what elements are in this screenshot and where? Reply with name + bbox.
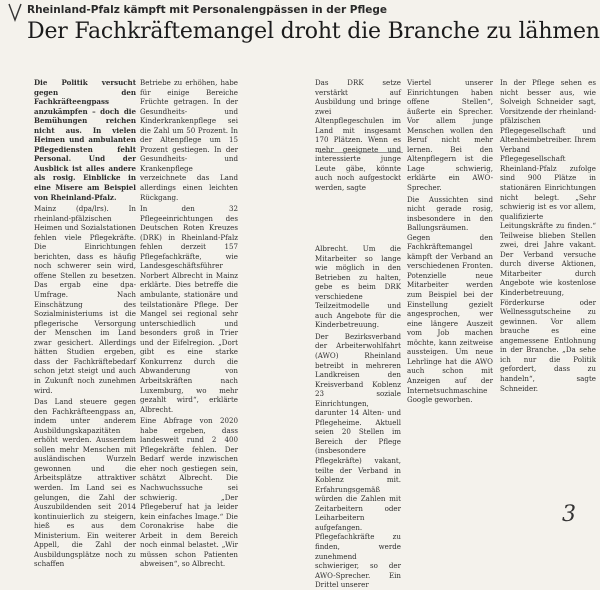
- body-paragraph: Mainz (dpa/lrs). In rheinland-pfälzischen Heimen und Sozialstationen fehlen viele Pflegekräfte. Die Einrichtungen berichten, dass es häufig noch schwerer sein wird, offene Stellen zu besetzen. Das ergab eine dpa-Umfrage. Nach Einschätzung des Sozialministeriums ist die pflegerische Versorgung der Menschen im Land zwar gesichert. Allerdings hätten Studien ergeben, dass der Fachkräftebedarf schon jetzt steigt und auch in Zukunft noch zunehmen wird.: [34, 204, 136, 395]
- article-column-5: [407, 78, 493, 518]
- lead-paragraph: Die Politik versucht gegen den Fachkräfteengpass anzukämpfen – doch die Bemühungen reichen nicht aus. In vielen Heimen und ambulanten Pflegediensten fehlt Personal. Und der Ausblick ist alles andere als rosig. Einblicke in eine Misere am Beispiel von Rheinland-Pfalz.: [34, 78, 136, 202]
- article-column-4: [315, 244, 401, 590]
- article-column-2: [140, 78, 238, 569]
- body-paragraph: Viertel unserer Einrichtungen haben offene Stellen“, äußerte ein Sprecher. Vor allem junge Menschen wollen den Beruf nicht mehr lernen. Bei den Altenpflegern ist die Lage schwierig, erklärte ein AWO-Sprecher.: [407, 78, 493, 193]
- body-paragraph: Betriebe zu erhöhen, habe für einige Bereiche Früchte getragen. In der Gesundheits- und Kinderkrankenpflege sei die Zahl um 50 Prozent. In der Altenpflege um 15 Prozent gestiegen. In der Gesundheits- und Krankenpflege verzeichnete das Land allerdings einen leichten Rückgang.: [140, 78, 238, 202]
- body-paragraph: In der Pflege sehen es nicht besser aus, wie Solveigh Schneider sagt, Vorsitzende der rheinland-pfälzischen Pflegegesellschaft und Altenheimbetreiber. Ihrem Verband Pflegegesellschaft Rheinland-Pfalz zufolge sind 900 Plätze in stationären Einrichtungen nicht belegt. „Sehr schwierig ist es vor allem, qualifizierte Leitungskräfte zu finden.“ Teilweise blieben Stellen zwei, drei Jahre vakant. Der Verband versuche durch diverse Aktionen, Mitarbeiter durch Angebote wie kostenlose Kinderbetreuung, Förderkurse oder Wellnessgutscheine zu gewinnen. Vor allem brauche es eine angemessene Entlohnung in der Branche. „Da sehe ich nur die Politik gefordert, dass zu handeln“, sagte Schneider.: [500, 78, 596, 393]
- body-paragraph: Die Aussichten sind nicht gerade rosig, insbesondere in den Ballungsräumen. Gegen den Fachkräftemangel kämpft der Verband an verschiedenen Fronten. Potenzielle neue Mitarbeiter werden zum Beispiel bei der Einstellung gezielt angesprochen, wer eine längere Auszeit vom Job machen möchte, kann zeitweise aussteigen. Um neue Lehrlinge hat die AWO auch schon mit Anzeigen auf der Internetsuchmaschine Google geworben.: [407, 194, 493, 405]
- body-paragraph: Albrecht. Um die Mitarbeiter so lange wie möglich in den Betrieben zu halten, gebe es beim DRK verschiedene Teilzeitmodelle und auch Angebote für die Kinderbetreuung.: [315, 244, 401, 330]
- article-column-3: [315, 78, 401, 193]
- page-number: 3: [562, 502, 576, 527]
- body-paragraph: Eine Abfrage von 2020 habe ergeben, dass landesweit rund 2 400 Pflegekräfte fehlen. Der Bedarf werde inzwischen eher noch gestiegen sein, schätzt Albrecht. Die Nachwuchssuche sei schwierig. „Der Pflegeberuf hat ja leider kein einfaches Image.“ Die Coronakrise habe die Arbeit in dem Bereich noch einmal belastet. „Wir müssen schon Patienten abweisen“, so Albrecht.: [140, 416, 238, 569]
- body-paragraph: In den 32 Pflegeeinrichtungen des Deutschen Roten Kreuzes (DRK) in Rheinland-Pfalz fehlen derzeit 157 Pflegefachkräfte, wie Landesgeschäftsführer Norbert Albrecht in Mainz erklärte. Dies betreffe die ambulante, stationäre und teilstationäre Pflege. Der Mangel sei regional sehr unterschiedlich und besonders groß in Trier und der Eifelregion. „Dort gibt es eine starke Konkurrenz durch die Abwanderung von Arbeitskräften nach Luxemburg, wo mehr gezahlt wird“, erklärte Albrecht.: [140, 204, 238, 414]
- article-column-6: [500, 78, 596, 518]
- body-paragraph: Das Land steuere gegen den Fachkräfteengpass an, indem unter anderem Ausbildungskapazitäten erhöht werden. Ausserdem sollen mehr Menschen mit ausländischen Wurzeln gewonnen und die Arbeitsplätze attraktiver werden. Im Land sei es gelungen, die Zahl der Auszubildenden seit 2014 kontinuierlich zu steigern, hieß es aus dem Ministerium. Ein weiterer Appell, die Zahl der Ausbildungsplätze noch zu schaffen: [34, 397, 136, 569]
- pull-quote: [315, 143, 407, 241]
- body-paragraph: Der Bezirksverband der Arbeiterwohlfahrt (AWO) Rheinland betreibt in mehreren Landkreisen den Kreisverband Koblenz 23 soziale Einrichtungen, darunter 14 Alten- und Pflegeheime. Aktuell seien 20 Stellen im Bereich der Pflege (insbesondere Pflegekräfte) vakant, teilte der Verband in Koblenz mit. Erfahrungsgemäß würden die Zahlen mit Zeitarbeitern oder Leiharbeitern aufgefangen. Pflegefachkräfte zu finden, werde zunehmend schwieriger, so der AWO-Sprecher. Ein Drittel unserer: [315, 331, 401, 590]
- clipping-mark-icon: [6, 2, 24, 22]
- headline: Der Fachkräftemangel droht die Branche zu lähmen: [27, 19, 600, 44]
- kicker: Rheinland-Pfalz kämpft mit Personalengpässen in der Pflege: [27, 4, 388, 16]
- article-column-1: [34, 78, 136, 569]
- divider: [319, 152, 403, 153]
- body-paragraph: Das DRK setze verstärkt auf Ausbildung und bringe zwei Altenpflegeschulen im Land mit insgesamt 170 Plätzen. Wenn es mehr geeignete und interessierte junge Leute gäbe, könnte auch noch aufgestockt werden, sagte: [315, 78, 401, 193]
